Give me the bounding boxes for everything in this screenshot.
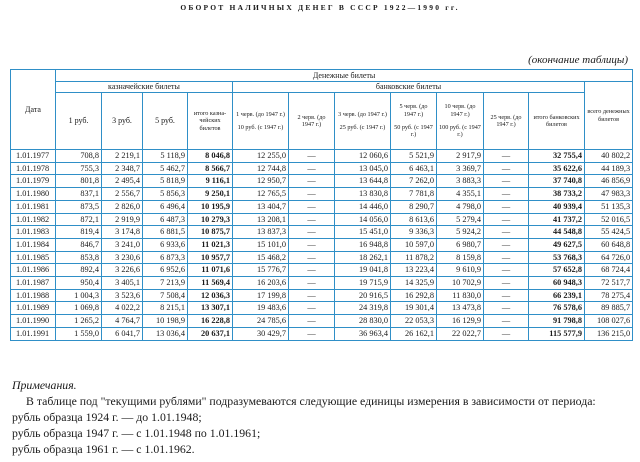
table-row (11, 175, 633, 188)
value-cell: — (289, 213, 335, 226)
value-cell: 5 818,9 (143, 175, 188, 188)
table-row (11, 315, 633, 328)
value-cell: 14 446,0 (335, 200, 391, 213)
date-cell: 1.01.1988 (11, 289, 56, 302)
value-cell: 10 195,9 (188, 200, 233, 213)
grand-total-header: всего денежных билетов (585, 82, 633, 150)
date-cell: 1.01.1982 (11, 213, 56, 226)
value-cell: 13 837,3 (233, 226, 289, 239)
value-cell: 44 548,8 (529, 226, 585, 239)
data-table-container (10, 69, 632, 341)
value-cell: 6 463,1 (391, 162, 437, 175)
value-cell: 37 740,8 (529, 175, 585, 188)
table-row (11, 302, 633, 315)
value-cell: 755,3 (56, 162, 102, 175)
date-cell: 1.01.1986 (11, 264, 56, 277)
r3-header: 3 руб. (102, 93, 143, 150)
value-cell: — (289, 150, 335, 163)
treasury-header: казначейские билеты (56, 82, 233, 93)
value-cell: 10 702,9 (437, 277, 484, 290)
value-cell: 6 933,6 (143, 238, 188, 251)
value-cell: 11 021,3 (188, 238, 233, 251)
value-cell: 8 046,8 (188, 150, 233, 163)
value-cell: 11 878,2 (391, 251, 437, 264)
value-cell: 8 566,7 (188, 162, 233, 175)
value-cell: 8 159,8 (437, 251, 484, 264)
value-cell: — (289, 226, 335, 239)
date-cell: 1.01.1987 (11, 277, 56, 290)
value-cell: 60 948,3 (529, 277, 585, 290)
value-cell: 32 755,4 (529, 150, 585, 163)
value-cell: 3 369,7 (437, 162, 484, 175)
value-cell: 15 468,2 (233, 251, 289, 264)
value-cell: 6 487,3 (143, 213, 188, 226)
value-cell: 44 189,3 (585, 162, 633, 175)
value-cell: 950,4 (56, 277, 102, 290)
value-cell: 6 041,7 (102, 327, 143, 340)
table-row (11, 251, 633, 264)
table-row (11, 150, 633, 163)
value-cell: 53 768,3 (529, 251, 585, 264)
value-cell: 4 798,0 (437, 200, 484, 213)
date-header: Дата (11, 70, 56, 150)
value-cell: 8 215,1 (143, 302, 188, 315)
value-cell: — (289, 200, 335, 213)
table-row (11, 289, 633, 302)
date-cell: 1.01.1984 (11, 238, 56, 251)
value-cell: 16 203,6 (233, 277, 289, 290)
money-circulation-table (10, 69, 633, 341)
value-cell: 78 275,4 (585, 289, 633, 302)
value-cell: 9 116,1 (188, 175, 233, 188)
value-cell: 13 036,4 (143, 327, 188, 340)
value-cell: 15 776,7 (233, 264, 289, 277)
notes-title: Примечания. (12, 378, 77, 392)
value-cell: 9 336,3 (391, 226, 437, 239)
value-cell: 3 883,3 (437, 175, 484, 188)
value-cell: 2 219,1 (102, 150, 143, 163)
value-cell: 9 610,9 (437, 264, 484, 277)
value-cell: 13 307,1 (188, 302, 233, 315)
value-cell: 7 213,9 (143, 277, 188, 290)
value-cell: 4 022,2 (102, 302, 143, 315)
value-cell: 24 319,8 (335, 302, 391, 315)
value-cell: 5 856,3 (143, 188, 188, 201)
value-cell: 55 424,5 (585, 226, 633, 239)
value-cell: 136 215,0 (585, 327, 633, 340)
b10-header: 10 черв. (до 1947 г.) 100 руб. (с 1947 г.) (437, 93, 484, 150)
value-cell: — (289, 238, 335, 251)
table-row (11, 238, 633, 251)
value-cell: 5 521,9 (391, 150, 437, 163)
value-cell: 91 798,8 (529, 315, 585, 328)
value-cell: 16 228,8 (188, 315, 233, 328)
value-cell: 22 022,7 (437, 327, 484, 340)
value-cell: 10 198,9 (143, 315, 188, 328)
bank-total-header: итого банковских билетов (529, 93, 585, 150)
table-row (11, 200, 633, 213)
value-cell: 66 239,1 (529, 289, 585, 302)
value-cell: 2 495,4 (102, 175, 143, 188)
value-cell: 7 508,4 (143, 289, 188, 302)
value-cell: — (484, 302, 529, 315)
value-cell: 12 036,3 (188, 289, 233, 302)
r5-header: 5 руб. (143, 93, 188, 150)
value-cell: 12 765,5 (233, 188, 289, 201)
value-cell: 13 404,7 (233, 200, 289, 213)
money-header: Денежные билеты (56, 70, 633, 82)
value-cell: 24 785,6 (233, 315, 289, 328)
value-cell: 5 924,2 (437, 226, 484, 239)
value-cell: 60 648,8 (585, 238, 633, 251)
value-cell: 3 226,6 (102, 264, 143, 277)
notes-line: рубль образца 1924 г. — до 1.01.1948; (12, 410, 202, 424)
value-cell: 15 101,0 (233, 238, 289, 251)
value-cell: 11 830,0 (437, 289, 484, 302)
value-cell: — (484, 150, 529, 163)
value-cell: 38 733,2 (529, 188, 585, 201)
value-cell: — (484, 200, 529, 213)
value-cell: 819,4 (56, 226, 102, 239)
value-cell: 19 041,8 (335, 264, 391, 277)
value-cell: 28 830,0 (335, 315, 391, 328)
value-cell: — (484, 188, 529, 201)
value-cell: — (484, 327, 529, 340)
value-cell: 5 118,9 (143, 150, 188, 163)
value-cell: — (484, 277, 529, 290)
value-cell: 35 622,6 (529, 162, 585, 175)
value-cell: 41 737,2 (529, 213, 585, 226)
date-cell: 1.01.1978 (11, 162, 56, 175)
value-cell: 115 577,9 (529, 327, 585, 340)
date-cell: 1.01.1989 (11, 302, 56, 315)
value-cell: 13 830,8 (335, 188, 391, 201)
date-cell: 1.01.1985 (11, 251, 56, 264)
value-cell: 3 174,8 (102, 226, 143, 239)
value-cell: 12 060,6 (335, 150, 391, 163)
value-cell: 6 881,5 (143, 226, 188, 239)
b3-header: 3 черв. (до 1947 г.) 25 руб. (с 1947 г.) (335, 93, 391, 150)
value-cell: 4 764,7 (102, 315, 143, 328)
value-cell: 10 279,3 (188, 213, 233, 226)
value-cell: 57 652,8 (529, 264, 585, 277)
value-cell: — (484, 175, 529, 188)
value-cell: 26 162,1 (391, 327, 437, 340)
value-cell: 22 053,3 (391, 315, 437, 328)
value-cell: 708,8 (56, 150, 102, 163)
value-cell: 5 462,7 (143, 162, 188, 175)
value-cell: — (484, 162, 529, 175)
date-cell: 1.01.1981 (11, 200, 56, 213)
value-cell: 7 262,0 (391, 175, 437, 188)
notes-line: рубль образца 1961 г. — с 1.01.1962. (12, 442, 195, 456)
value-cell: 2 556,7 (102, 188, 143, 201)
value-cell: 18 262,1 (335, 251, 391, 264)
value-cell: 12 950,7 (233, 175, 289, 188)
value-cell: 16 292,8 (391, 289, 437, 302)
value-cell: 52 016,5 (585, 213, 633, 226)
value-cell: 89 885,7 (585, 302, 633, 315)
value-cell: 873,5 (56, 200, 102, 213)
value-cell: 1 265,2 (56, 315, 102, 328)
value-cell: 20 916,5 (335, 289, 391, 302)
value-cell: 68 724,4 (585, 264, 633, 277)
page-title: ОБОРОТ НАЛИЧНЫХ ДЕНЕГ В СССР 1922—1990 гг. (180, 3, 460, 12)
value-cell: 1 004,3 (56, 289, 102, 302)
value-cell: 2 917,9 (437, 150, 484, 163)
date-cell: 1.01.1983 (11, 226, 56, 239)
value-cell: 801,8 (56, 175, 102, 188)
value-cell: 8 613,6 (391, 213, 437, 226)
value-cell: 40 939,4 (529, 200, 585, 213)
table-row (11, 188, 633, 201)
value-cell: 4 355,1 (437, 188, 484, 201)
b2-header: 2 черв. (до 1947 г.) (289, 93, 335, 150)
value-cell: 49 627,5 (529, 238, 585, 251)
value-cell: 6 980,7 (437, 238, 484, 251)
value-cell: 837,1 (56, 188, 102, 201)
value-cell: 64 726,0 (585, 251, 633, 264)
value-cell: 6 496,4 (143, 200, 188, 213)
table-row (11, 162, 633, 175)
value-cell: 72 517,7 (585, 277, 633, 290)
value-cell: 20 637,1 (188, 327, 233, 340)
table-row (11, 226, 633, 239)
value-cell: — (484, 289, 529, 302)
b1-header: 1 черв. (до 1947 г.) 10 руб. (с 1947 г.) (233, 93, 289, 150)
value-cell: — (289, 264, 335, 277)
value-cell: 2 826,0 (102, 200, 143, 213)
value-cell: 12 255,0 (233, 150, 289, 163)
value-cell: 40 802,2 (585, 150, 633, 163)
value-cell: 11 071,6 (188, 264, 233, 277)
r1-header: 1 руб. (56, 93, 102, 150)
value-cell: 76 578,6 (529, 302, 585, 315)
notes-section (12, 377, 632, 457)
table-row (11, 277, 633, 290)
value-cell: 13 208,1 (233, 213, 289, 226)
date-cell: 1.01.1977 (11, 150, 56, 163)
value-cell: 6 952,6 (143, 264, 188, 277)
value-cell: — (289, 302, 335, 315)
notes-line: рубль образца 1947 г. — с 1.01.1948 по 1.01.1961; (12, 426, 261, 440)
value-cell: 13 473,8 (437, 302, 484, 315)
notes-line: В таблице под "текущими рублями" подразумеваются следующие единицы измерения в зависимости от периода: (26, 394, 596, 408)
value-cell: 8 290,7 (391, 200, 437, 213)
value-cell: 19 715,9 (335, 277, 391, 290)
value-cell: — (484, 213, 529, 226)
date-cell: 1.01.1979 (11, 175, 56, 188)
value-cell: 1 559,0 (56, 327, 102, 340)
value-cell: 47 983,3 (585, 188, 633, 201)
value-cell: 7 781,8 (391, 188, 437, 201)
value-cell: 3 241,0 (102, 238, 143, 251)
value-cell: 1 069,8 (56, 302, 102, 315)
value-cell: 6 873,3 (143, 251, 188, 264)
value-cell: 11 569,4 (188, 277, 233, 290)
value-cell: — (289, 188, 335, 201)
value-cell: 19 301,4 (391, 302, 437, 315)
value-cell: 13 223,4 (391, 264, 437, 277)
value-cell: 13 045,0 (335, 162, 391, 175)
value-cell: — (484, 226, 529, 239)
value-cell: 892,4 (56, 264, 102, 277)
value-cell: 14 325,9 (391, 277, 437, 290)
date-cell: 1.01.1991 (11, 327, 56, 340)
value-cell: 872,1 (56, 213, 102, 226)
value-cell: 46 856,9 (585, 175, 633, 188)
b5-header: 5 черв. (до 1947 г.) 50 руб. (с 1947 г.) (391, 93, 437, 150)
value-cell: — (484, 251, 529, 264)
value-cell: 17 199,8 (233, 289, 289, 302)
value-cell: 12 744,8 (233, 162, 289, 175)
value-cell: — (484, 315, 529, 328)
value-cell: — (289, 277, 335, 290)
table-subtitle: (окончание таблицы) (528, 54, 628, 66)
date-cell: 1.01.1980 (11, 188, 56, 201)
value-cell: 14 056,0 (335, 213, 391, 226)
table-body (11, 150, 633, 341)
value-cell: — (289, 315, 335, 328)
value-cell: — (484, 238, 529, 251)
b25-header: 25 черв. (до 1947 г.) (484, 93, 529, 150)
table-row (11, 213, 633, 226)
treasury-total-header: итого казна- чейских билетов (188, 93, 233, 150)
value-cell: 108 027,6 (585, 315, 633, 328)
value-cell: 2 348,7 (102, 162, 143, 175)
table-row (11, 264, 633, 277)
value-cell: 10 597,0 (391, 238, 437, 251)
date-cell: 1.01.1990 (11, 315, 56, 328)
value-cell: 30 429,7 (233, 327, 289, 340)
value-cell: 13 644,8 (335, 175, 391, 188)
value-cell: 10 957,7 (188, 251, 233, 264)
value-cell: 9 250,1 (188, 188, 233, 201)
value-cell: — (289, 289, 335, 302)
value-cell: 853,8 (56, 251, 102, 264)
value-cell: 3 523,6 (102, 289, 143, 302)
value-cell: 51 135,3 (585, 200, 633, 213)
value-cell: 3 405,1 (102, 277, 143, 290)
value-cell: — (289, 175, 335, 188)
value-cell: 36 963,4 (335, 327, 391, 340)
value-cell: — (289, 162, 335, 175)
value-cell: 10 875,7 (188, 226, 233, 239)
value-cell: 15 451,0 (335, 226, 391, 239)
bank-header: банковские билеты (233, 82, 585, 93)
value-cell: 3 230,6 (102, 251, 143, 264)
value-cell: — (289, 327, 335, 340)
value-cell: 19 483,6 (233, 302, 289, 315)
table-row (11, 327, 633, 340)
value-cell: 846,7 (56, 238, 102, 251)
value-cell: 5 279,4 (437, 213, 484, 226)
value-cell: — (484, 264, 529, 277)
value-cell: — (289, 251, 335, 264)
value-cell: 2 919,9 (102, 213, 143, 226)
value-cell: 16 129,9 (437, 315, 484, 328)
value-cell: 16 948,8 (335, 238, 391, 251)
